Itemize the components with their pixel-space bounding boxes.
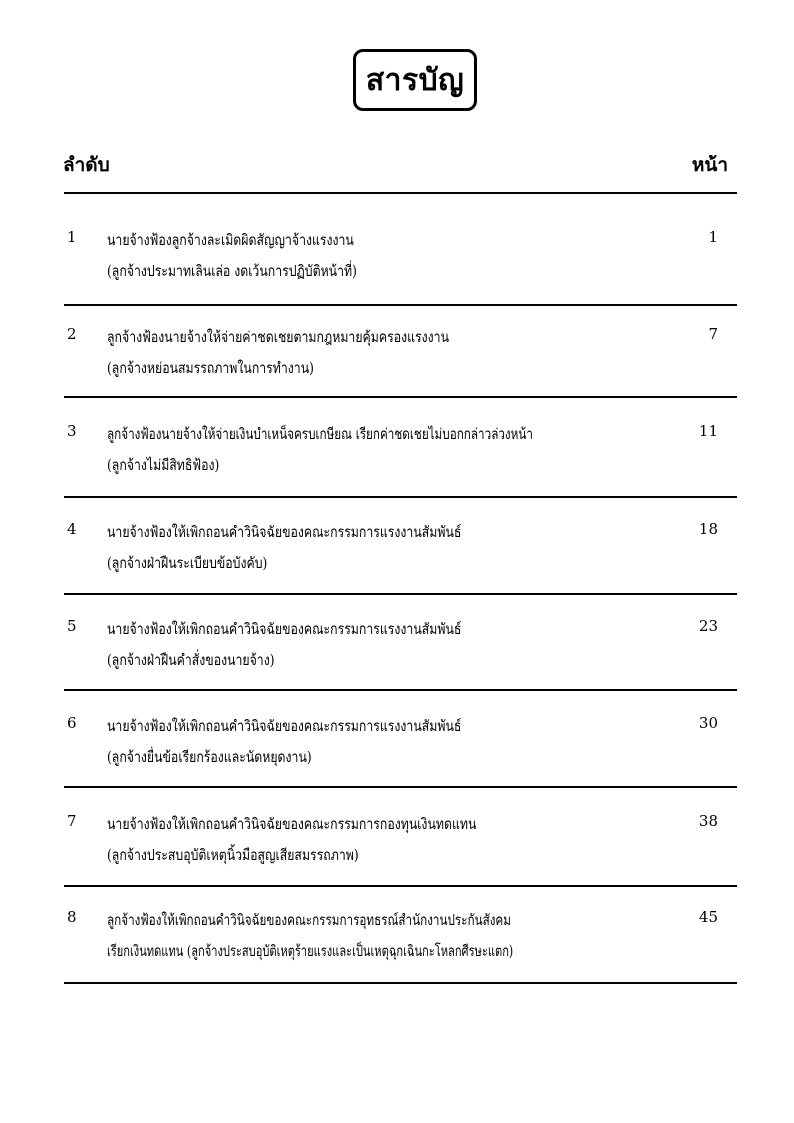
footer-divider <box>64 982 737 984</box>
entry-number: 3 <box>67 422 77 440</box>
toc-title-text: สารบัญ <box>365 62 465 98</box>
entry-page-number: 30 <box>698 714 718 732</box>
header-divider <box>64 192 737 194</box>
entry-divider <box>64 885 737 887</box>
entry-number: 5 <box>67 617 77 635</box>
entry-page-number: 38 <box>698 812 718 830</box>
entry-divider <box>64 786 737 788</box>
entry-subtitle: (ลูกจ้างไม่มีสิทธิฟ้อง) <box>107 456 220 474</box>
entry-divider <box>64 496 737 498</box>
entry-subtitle: (ลูกจ้างฝ่าฝืนคำสั่งของนายจ้าง) <box>107 651 275 669</box>
entry-title: นายจ้างฟ้องให้เพิกถอนคำวินิจฉัยของคณะกรรมการแรงงานสัมพันธ์ <box>107 523 462 541</box>
entry-title: นายจ้างฟ้องให้เพิกถอนคำวินิจฉัยของคณะกรรมการแรงงานสัมพันธ์ <box>107 620 462 638</box>
entry-divider <box>64 304 737 306</box>
order-column-header: ลำดับ <box>63 154 110 176</box>
entry-title: นายจ้างฟ้องลูกจ้างละเมิดผิดสัญญาจ้างแรงงาน <box>107 231 354 249</box>
entry-page-number: 45 <box>698 908 718 926</box>
entry-subtitle: (ลูกจ้างยื่นข้อเรียกร้องและนัดหยุดงาน) <box>107 748 312 766</box>
entry-number: 4 <box>67 520 77 538</box>
entry-title: ลูกจ้างฟ้องนายจ้างให้จ่ายเงินบำเหน็จครบเกษียณ เรียกค่าชดเชยไม่บอกกล่าวล่วงหน้า <box>107 425 533 443</box>
entry-number: 8 <box>67 908 77 926</box>
entry-title: นายจ้างฟ้องให้เพิกถอนคำวินิจฉัยของคณะกรรมการกองทุนเงินทดแทน <box>107 815 477 833</box>
entry-divider <box>64 593 737 595</box>
entry-subtitle: (ลูกจ้างประมาทเลินเล่อ งดเว้นการปฏิบัติหน้าที่) <box>107 262 357 280</box>
entry-title: นายจ้างฟ้องให้เพิกถอนคำวินิจฉัยของคณะกรรมการแรงงานสัมพันธ์ <box>107 717 462 735</box>
entry-title: ลูกจ้างฟ้องให้เพิกถอนคำวินิจฉัยของคณะกรรมการอุทธรณ์สำนักงานประกันสังคม <box>107 911 511 929</box>
entry-divider <box>64 396 737 398</box>
entry-subtitle: เรียกเงินทดแทน (ลูกจ้างประสบอุบัติเหตุร้ายแรงและเป็นเหตุฉุกเฉินกะโหลกศีรษะแตก) <box>107 942 514 960</box>
entry-subtitle: (ลูกจ้างฝ่าฝืนระเบียบข้อบังคับ) <box>107 554 268 572</box>
entry-page-number: 1 <box>708 228 718 246</box>
toc-title <box>353 49 477 111</box>
page-column-header: หน้า <box>691 154 728 176</box>
entry-page-number: 23 <box>698 617 718 635</box>
entry-number: 6 <box>67 714 77 732</box>
entry-number: 1 <box>67 228 77 246</box>
entry-number: 7 <box>67 812 77 830</box>
entry-number: 2 <box>67 325 77 343</box>
entry-page-number: 7 <box>708 325 718 343</box>
entry-subtitle: (ลูกจ้างหย่อนสมรรถภาพในการทำงาน) <box>107 359 314 377</box>
entry-subtitle: (ลูกจ้างประสบอุบัติเหตุนิ้วมือสูญเสียสมรรถภาพ) <box>107 846 359 864</box>
entry-page-number: 11 <box>698 422 718 440</box>
entry-title: ลูกจ้างฟ้องนายจ้างให้จ่ายค่าชดเชยตามกฎหมายคุ้มครองแรงงาน <box>107 328 449 346</box>
entry-page-number: 18 <box>698 520 718 538</box>
entry-divider <box>64 689 737 691</box>
